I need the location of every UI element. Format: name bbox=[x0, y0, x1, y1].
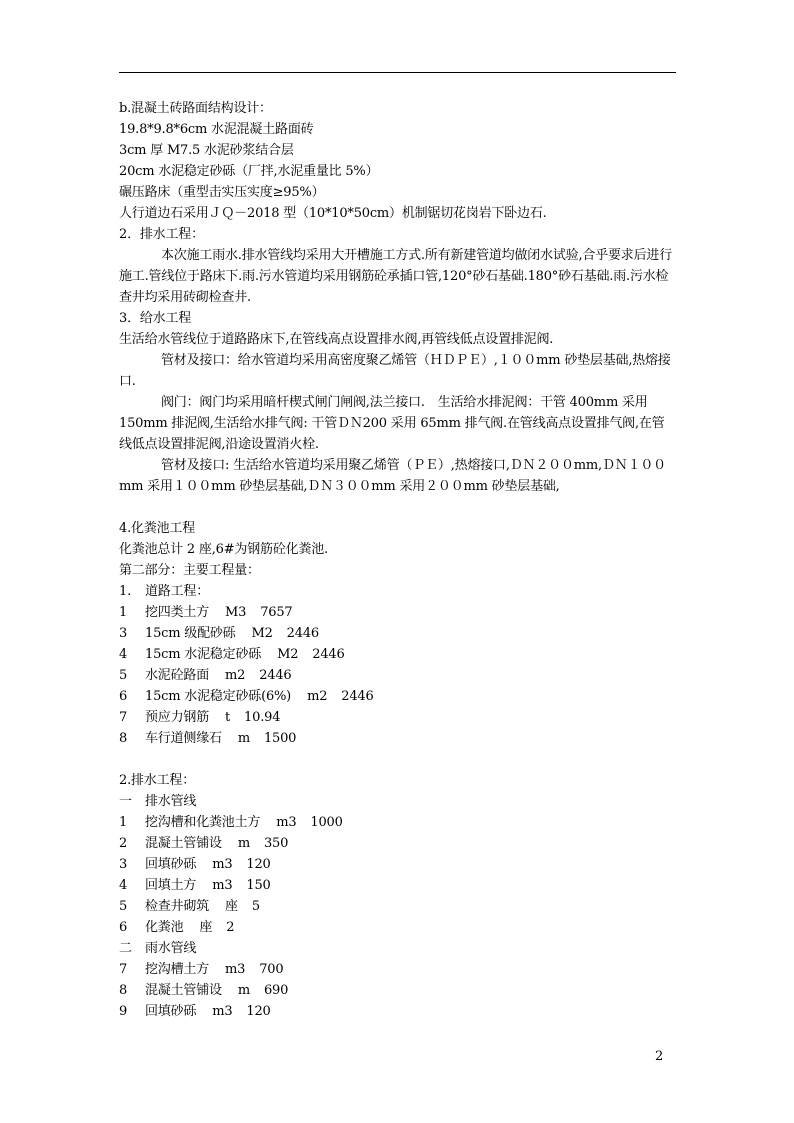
item-number: 8 bbox=[119, 731, 128, 746]
rain-items-list bbox=[119, 959, 677, 1022]
header-rule bbox=[119, 72, 676, 73]
item-quantity: 2446 bbox=[312, 647, 345, 662]
page-number: 2 bbox=[655, 1049, 664, 1064]
section-heading: 3．给水工程 bbox=[119, 311, 192, 326]
list-item bbox=[119, 875, 677, 896]
text-line: 生活给水管线位于道路路床下,在管线高点设置排水阀,再管线低点设置排泥阀. bbox=[119, 332, 554, 347]
item-quantity: 120 bbox=[246, 1004, 271, 1019]
item-name: 混凝土管铺设 bbox=[145, 983, 222, 998]
list-item bbox=[119, 644, 677, 665]
document-body bbox=[119, 98, 677, 1022]
item-name: 回填砂砾 bbox=[145, 857, 197, 872]
text-line: 20cm 水泥稳定砂砾（厂拌,水泥重量比 5%） bbox=[119, 164, 379, 179]
section-heading: b.混凝土砖路面结构设计： bbox=[119, 101, 272, 116]
item-quantity: 5 bbox=[251, 899, 260, 914]
list-item bbox=[119, 959, 677, 980]
text-line: 碾压路床（重型击实压实度≥95%） bbox=[119, 185, 325, 200]
item-name: 水泥砼路面 bbox=[145, 668, 210, 683]
blank-line bbox=[119, 749, 677, 770]
text-line: 19.8*9.8*6cm 水泥混凝土路面砖 bbox=[119, 122, 314, 137]
list-item bbox=[119, 623, 677, 644]
item-number: 5 bbox=[119, 899, 128, 914]
item-quantity: 350 bbox=[263, 836, 289, 851]
item-number: 1 bbox=[119, 605, 128, 620]
list-item bbox=[119, 665, 677, 686]
list-item bbox=[119, 917, 677, 938]
item-name: 混凝土管铺设 bbox=[145, 836, 222, 851]
paragraph: 本次施工雨水.排水管线均采用大开槽施工方式.所有新建管道均做闭水试验,合乎要求后进行施工.管线位于路床下.雨.污水管道均采用钢筋砼承插口管,120°砂石基础.180°砂石基础.雨.污水检查井均采用砖砌检查井. bbox=[119, 248, 672, 305]
item-name: 检查井砌筑 bbox=[145, 899, 210, 914]
item-unit: m3 bbox=[212, 1004, 233, 1019]
section-heading: 2.排水工程： bbox=[119, 773, 196, 788]
item-quantity: 2446 bbox=[341, 689, 374, 704]
item-number: 4 bbox=[119, 647, 128, 662]
item-quantity: 7657 bbox=[260, 605, 293, 620]
list-item bbox=[119, 980, 677, 1001]
item-unit: m2 bbox=[307, 689, 328, 704]
list-item bbox=[119, 728, 677, 749]
list-item bbox=[119, 686, 677, 707]
item-unit: m3 bbox=[212, 857, 233, 872]
item-number: 7 bbox=[119, 962, 128, 977]
item-unit: m3 bbox=[276, 815, 297, 830]
list-item bbox=[119, 854, 677, 875]
item-number: 1 bbox=[119, 815, 128, 830]
blank-line bbox=[119, 497, 677, 518]
list-heading: 1. 道路工程： bbox=[119, 584, 210, 599]
item-unit: t bbox=[225, 710, 231, 725]
list-heading: 一 排水管线 bbox=[119, 794, 197, 809]
section-heading: 2．排水工程： bbox=[119, 227, 204, 242]
item-quantity: 2 bbox=[226, 920, 235, 935]
text-line: 3cm 厚 M7.5 水泥砂浆结合层 bbox=[119, 143, 294, 158]
item-unit: m3 bbox=[212, 878, 233, 893]
item-name: 挖沟槽和化粪池土方 bbox=[145, 815, 261, 830]
item-name: 15cm 级配砂砾 bbox=[145, 626, 236, 641]
drain-items-list bbox=[119, 812, 677, 938]
list-item bbox=[119, 812, 677, 833]
item-unit: m bbox=[237, 836, 250, 851]
item-name: 15cm 水泥稳定砂砾(6%) bbox=[145, 689, 292, 704]
paragraph: 管材及接口：给水管道均采用高密度聚乙烯管（ＨＤＰＥ）,１００mm 砂垫层基础,热熔接口. bbox=[119, 353, 671, 389]
item-name: 化粪池 bbox=[145, 920, 184, 935]
item-number: 5 bbox=[119, 668, 128, 683]
item-unit: M3 bbox=[225, 605, 247, 620]
list-item bbox=[119, 833, 677, 854]
item-number: 3 bbox=[119, 857, 128, 872]
item-name: 车行道侧缘石 bbox=[145, 731, 222, 746]
item-unit: 座 bbox=[199, 920, 213, 935]
item-number: 7 bbox=[119, 710, 128, 725]
list-item bbox=[119, 1001, 677, 1022]
item-name: 回填土方 bbox=[145, 878, 197, 893]
item-number: 4 bbox=[119, 878, 128, 893]
item-quantity: 1000 bbox=[310, 815, 343, 830]
item-name: 挖沟槽土方 bbox=[145, 962, 210, 977]
item-number: 8 bbox=[119, 983, 128, 998]
list-heading: 二 雨水管线 bbox=[119, 941, 197, 956]
item-unit: m bbox=[237, 731, 250, 746]
item-quantity: 2446 bbox=[259, 668, 292, 683]
list-item bbox=[119, 602, 677, 623]
item-number: 6 bbox=[119, 920, 128, 935]
item-name: 挖四类土方 bbox=[145, 605, 210, 620]
list-item bbox=[119, 707, 677, 728]
item-quantity: 690 bbox=[263, 983, 289, 998]
item-quantity: 120 bbox=[246, 857, 271, 872]
item-unit: M2 bbox=[277, 647, 299, 662]
item-quantity: 1500 bbox=[263, 731, 297, 746]
item-quantity: 700 bbox=[259, 962, 284, 977]
item-unit: M2 bbox=[251, 626, 273, 641]
item-unit: m bbox=[237, 983, 250, 998]
paragraph: 阀门：阀门均采用暗杆楔式闸门闸阀,法兰接口. 生活给水排泥阀：干管 400mm 采用 150mm 排泥阀,生活给水排气阀: 干管ＤＮ200 采用 65mm 排气阀.在管线高点设置排气阀,在管线低点设置排泥阀,沿途设置消火栓. bbox=[119, 395, 665, 452]
item-unit: 座 bbox=[225, 899, 238, 914]
item-quantity: 10.94 bbox=[244, 710, 281, 725]
text-line: 化粪池总计 2 座,6#为钢筋砼化粪池. bbox=[119, 542, 328, 557]
item-quantity: 2446 bbox=[286, 626, 319, 641]
item-name: 回填砂砾 bbox=[145, 1004, 197, 1019]
paragraph: 管材及接口: 生活给水管道均采用聚乙烯管（ＰＥ）,热熔接口,ＤＮ２００mm,ＤＮ１００mm 采用１００mm 砂垫层基础,ＤＮ３００mm 采用２００mm 砂垫层基础, bbox=[119, 458, 666, 494]
section-heading: 第二部分：主要工程量： bbox=[119, 563, 260, 578]
section-heading: 4.化粪池工程 bbox=[119, 521, 196, 536]
road-items-list bbox=[119, 602, 677, 749]
text-line: 人行道边石采用ＪＱ－2018 型（10*10*50cm）机制锯切花岗岩下卧边石. bbox=[119, 206, 547, 221]
item-number: 3 bbox=[119, 626, 128, 641]
item-number: 2 bbox=[119, 836, 128, 851]
item-quantity: 150 bbox=[246, 878, 271, 893]
item-number: 9 bbox=[119, 1004, 128, 1019]
list-item bbox=[119, 896, 677, 917]
item-name: 预应力钢筋 bbox=[145, 710, 210, 725]
item-unit: m3 bbox=[225, 962, 246, 977]
item-unit: m2 bbox=[225, 668, 246, 683]
item-number: 6 bbox=[119, 689, 128, 704]
item-name: 15cm 水泥稳定砂砾 bbox=[145, 647, 262, 662]
